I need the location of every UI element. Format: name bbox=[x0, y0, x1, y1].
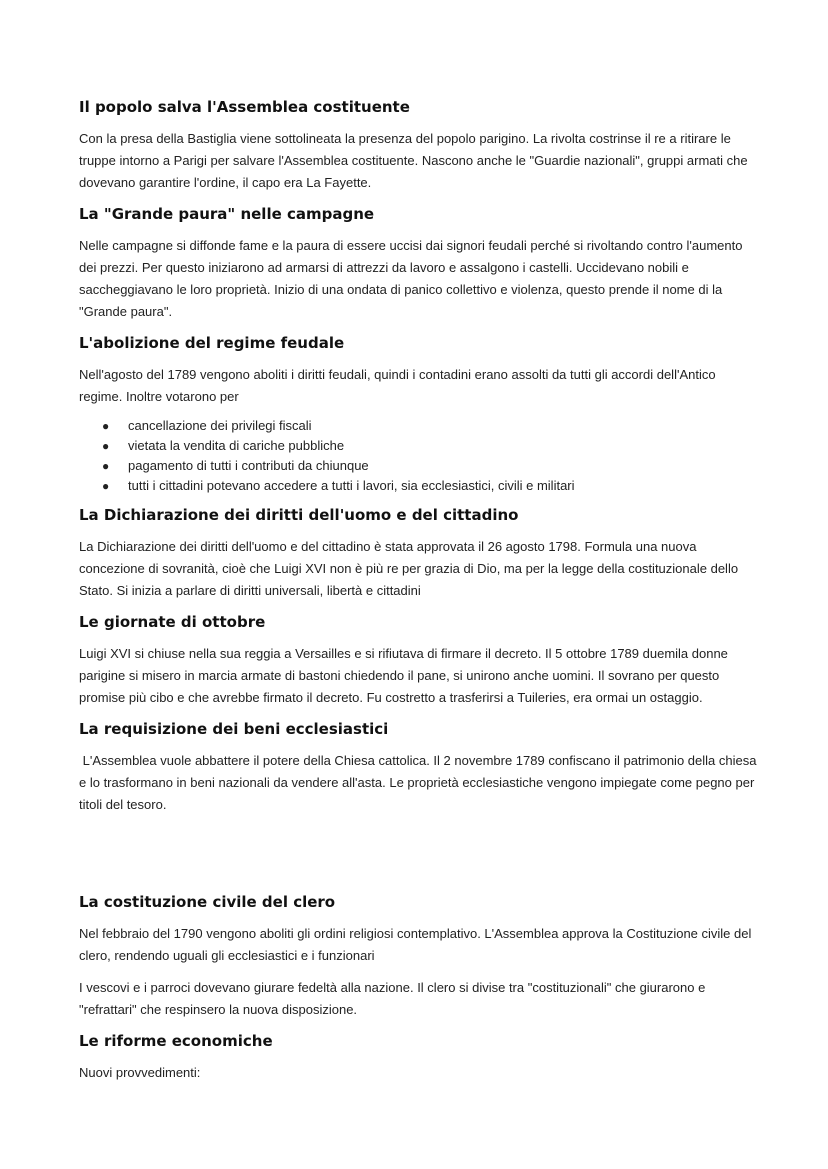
list-item bbox=[102, 476, 758, 496]
section-heading: La costituzione civile del clero bbox=[79, 893, 336, 911]
section-paragraph: Luigi XVI si chiuse nella sua reggia a Versailles e si rifiutava di firmare il decreto. Il 5 ottobre 1789 duemila donne parigine si misero in marcia armate di bastoni chiedendo il pane, si unirono anche uomini. Il sovrano per questo promise più cibo e che avrebbe firmato il decreto. Fu costretto a trasferirsi a Tuileries, era ormai un ostaggio. bbox=[79, 646, 728, 705]
bullet-icon: ● bbox=[102, 459, 110, 473]
section-heading: La requisizione dei beni ecclesiastici bbox=[79, 720, 389, 738]
section-heading: Le giornate di ottobre bbox=[79, 613, 266, 631]
list-item bbox=[102, 416, 758, 436]
section-heading: Le riforme economiche bbox=[79, 1032, 273, 1050]
section-paragraph: Nelle campagne si diffonde fame e la paura di essere uccisi dai signori feudali perché si rivoltando contro l'aumento dei prezzi. Per questo iniziarono ad armarsi di attrezzi da lavoro e assalgono i castelli. Uccidevano nobili e saccheggiavano le loro proprietà. Inizio di una ondata di panico collettivo e violenza, questo prende il nome di la "Grande paura". bbox=[79, 238, 743, 319]
section-heading: La Dichiarazione dei diritti dell'uomo e del cittadino bbox=[79, 506, 519, 524]
section-paragraph: I vescovi e i parroci dovevano giurare fedeltà alla nazione. Il clero si divise tra "costituzionali" che giurarono e "refrattari" che respinsero la nuova disposizione. bbox=[79, 980, 706, 1017]
section-paragraph: Nell'agosto del 1789 vengono aboliti i diritti feudali, quindi i contadini erano assolti da tutti gli accordi dell'Antico regime. Inoltre votarono per bbox=[79, 367, 716, 404]
list-item bbox=[102, 456, 758, 476]
section-paragraph: La Dichiarazione dei diritti dell'uomo e del cittadino è stata approvata il 26 agosto 1798. Formula una nuova concezione di sovranità, cioè che Luigi XVI non è più re per grazia di Dio, ma per la legge della costituzionale dello Stato. Si inizia a parlare di diritti universali, libertà e cittadini bbox=[79, 539, 739, 598]
section-heading: La "Grande paura" nelle campagne bbox=[79, 205, 375, 223]
blank-space bbox=[79, 826, 758, 892]
bullet-list bbox=[79, 416, 758, 496]
list-item-text: vietata la vendita di cariche pubbliche bbox=[128, 438, 345, 453]
section-heading: Il popolo salva l'Assemblea costituente bbox=[79, 98, 410, 116]
bullet-icon: ● bbox=[102, 419, 110, 433]
section-heading: L'abolizione del regime feudale bbox=[79, 334, 345, 352]
section-paragraph: L'Assemblea vuole abbattere il potere della Chiesa cattolica. Il 2 novembre 1789 confiscano il patrimonio della chiesa e lo trasformano in beni nazionali da vendere all'asta. Le proprietà ecclesiastiche vengono impiegate come pegno per titoli del tesoro. bbox=[79, 753, 761, 812]
section-paragraph: Nuovi provvedimenti: bbox=[79, 1065, 201, 1080]
bullet-icon: ● bbox=[102, 439, 110, 453]
bullet-icon: ● bbox=[102, 479, 110, 493]
section-paragraph: Con la presa della Bastiglia viene sottolineata la presenza del popolo parigino. La rivolta costrinse il re a ritirare le truppe intorno a Parigi per salvare l'Assemblea costituente. Nascono anche le "Guardie nazionali", gruppi armati che dovevano garantire l'ordine, il capo era La Fayette. bbox=[79, 131, 748, 190]
section-paragraph: Nel febbraio del 1790 vengono aboliti gli ordini religiosi contemplativo. L'Assemblea approva la Costituzione civile del clero, rendendo uguali gli ecclesiastici e i funzionari bbox=[79, 926, 752, 963]
list-item-text: tutti i cittadini potevano accedere a tutti i lavori, sia ecclesiastici, civili e militari bbox=[128, 478, 575, 493]
list-item-text: pagamento di tutti i contributi da chiunque bbox=[128, 458, 369, 473]
list-item bbox=[102, 436, 758, 456]
list-item-text: cancellazione dei privilegi fiscali bbox=[128, 418, 312, 433]
